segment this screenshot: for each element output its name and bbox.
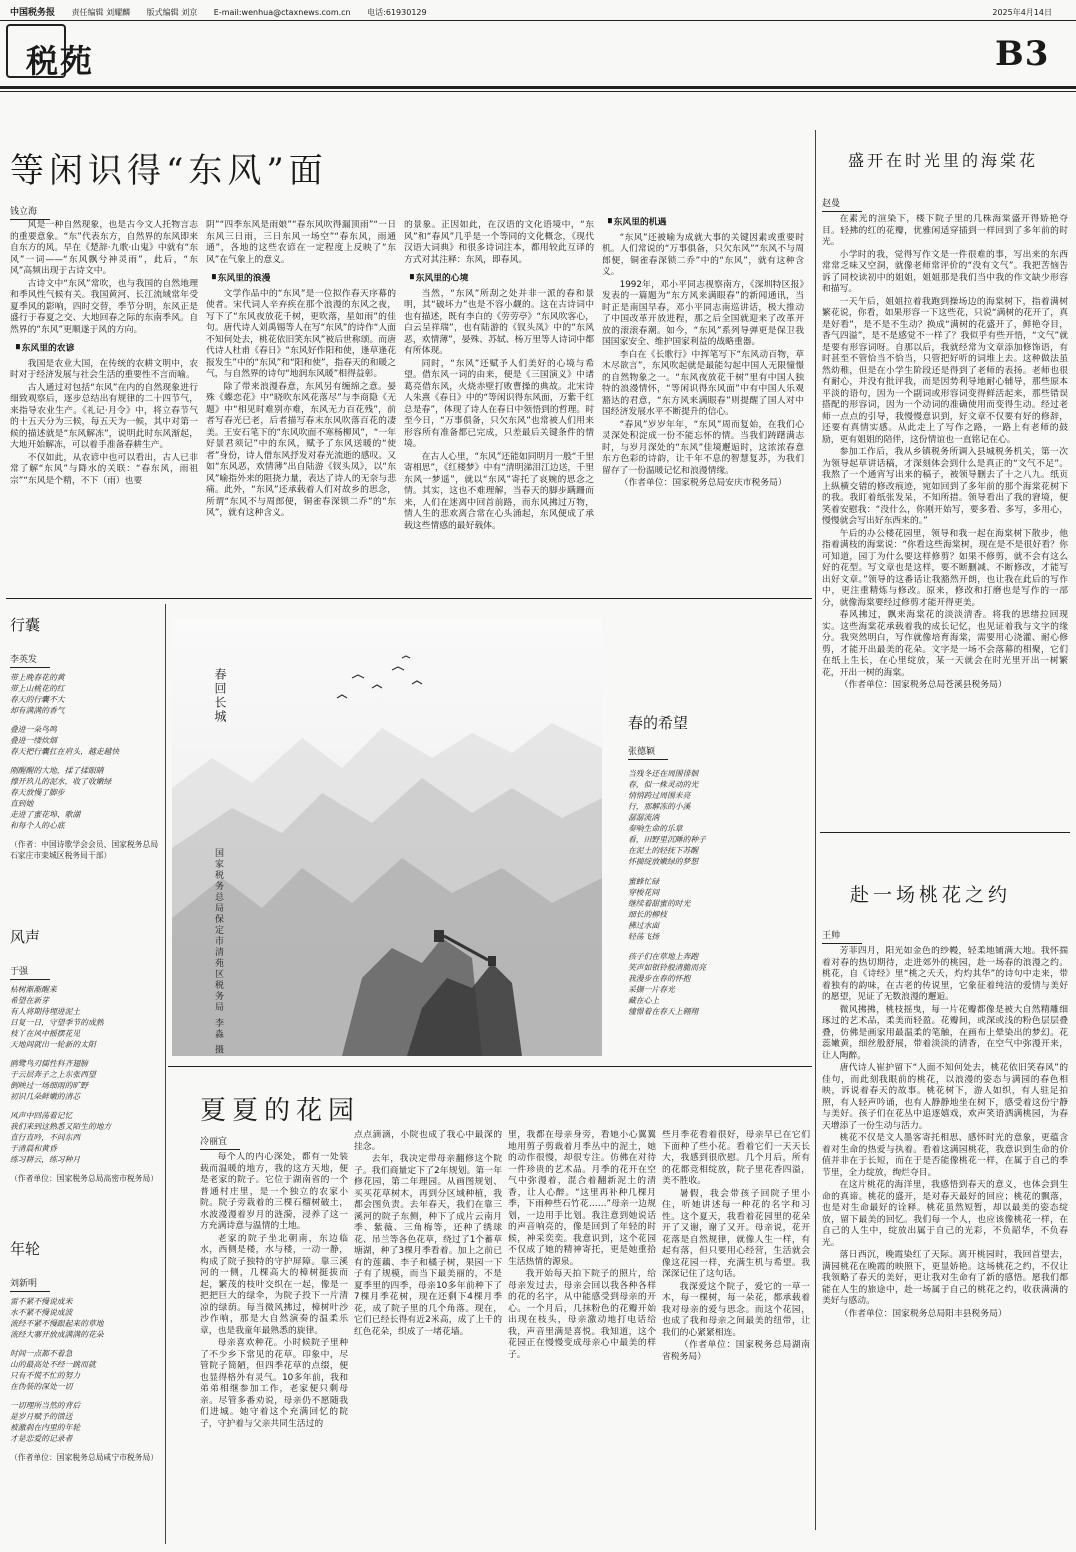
paragraph: 母亲喜欢种花。小时候院子里种了不少乡下常见的花草。印象中，尽管院子简陋，但四季花草的点缀，便也显得格外有灵气。10多年前，我和弟弟相继参加工作，老家便只剩母亲。尽管多番劝说，母亲仍不愿随我们进城。她守着这个充满回忆的院子，守护着与父亲共同生活过的 [200, 1338, 348, 1429]
layout-editor-credit: 版式编辑 刘京 [146, 8, 198, 17]
poem-line: 在泥土的轻抚下苏醒 [628, 846, 699, 855]
huayuan-column-1 [200, 1152, 348, 1544]
stanza-break [10, 1165, 160, 1173]
poem-affiliation: （作者：中国诗歌学会会员、国家税务总局石家庄市栾城区税务局干部） [10, 840, 159, 860]
paragraph: 芳菲四月，阳光如金色的纱幔，轻柔地铺满大地。我怀揣着对春的热切期待，走进郊外的桃园，赴一场春的浪漫之约。桃花，自《诗经》里“桃之夭夭，灼灼其华”的诗句中走来，带着独有的韵味，在古老的传说里，它象征着纯洁的爱情与美好的愿望，见证了无数浪漫的邂逅。 [822, 946, 1068, 1002]
poem-line: 鸥鹭鸟刃儒性科齐翅膀 [10, 1059, 88, 1068]
poem-line: 走进了蜜花埠、歌湖 [10, 810, 81, 819]
paragraph: “春风”岁岁年年，“东风”周而复始，在我们心灵深处积淀成一份不能忘怀的情。当我们踌躇满志时，与岁月深处的“东风”佳境邂逅时，这浓浓春意东方色彩的诗韵，让千年不息的智慧复苏，为我们留存了一份温暖记忆和浪漫情缘。 [602, 419, 804, 476]
main-article-author: 钱立海 [10, 204, 50, 220]
poem-line: 看，田野里沉睡的种子 [628, 835, 706, 844]
phone-contact: 电话:61930129 [367, 8, 427, 17]
poem-line: 当残冬还在周围徘徊 [628, 769, 699, 778]
paragraph: 点点滴滴，小院也成了我心中最深的挂念。 [354, 1130, 502, 1152]
poem-line: 继续着甜蜜的时光 [628, 899, 691, 908]
stanza-break [10, 1102, 160, 1110]
poem-line: 天地间就出一轮新的太阳 [10, 1040, 96, 1049]
poem-line: 叠进一缕炊烟 [10, 736, 57, 745]
poem-affiliation: （作者单位：国家税务总局高密市税务局） [10, 1174, 159, 1183]
poem-line: 于云层奔子之上东张西望 [10, 1070, 96, 1079]
paper-name: 中国税务报 [10, 8, 56, 18]
stanza-break [10, 1340, 160, 1348]
poem-line: 怀揣绽放嫩绿的梦想 [628, 857, 699, 866]
issue-date: 2025年4月14日 [992, 8, 1052, 17]
poem-line: 却有满满的香气 [10, 706, 65, 715]
poem-fengsheng-body [10, 984, 160, 1234]
huayuan-column-4 [662, 1130, 810, 1544]
paragraph: 李白在《长歌行》中挥笔写下“东风动百物，草木尽欲言”，东风吹起就是最能勾起中国人无限憧憬的自然物象之一。“东风夜放花千树”里有中国人独特的浪漫情怀，“等闲识得东风面”中有中国人乐观豁达的君意，“东方风来满眼春”则提醒了国人对中国经济发展水平不断提升的信心。 [602, 349, 804, 418]
haitang-article-body [822, 214, 1068, 824]
paragraph: 除了带来浪漫春意，东风另有缠绵之意。晏殊《蝶恋花》中“晓吹东风花落尽”与李商隐《无题》中“相见时难别亦难，东风无力百花残”，前者写春光已老，后者描写春末东风吹落百花的凄美。王安石笔下的“东风吹面不寒杨柳风”，“一年好景君须记”中的东风，赋予了东风送暖的“使者”身份，诗人借东风抒发对春光流逝的感叹。又如“东风恶，欢情薄”出自陆游《钗头凤》，以“东风”喻指外来的阻挠力量，表达了诗人的无奈与悲痛。此外，“东风”还承载着人们对故乡的思念，所谓“东风不与周郎便，铜雀春深锁二乔”的“东风”，就有这种含义。 [206, 381, 396, 519]
poem-chun-title: 春的希望 [628, 714, 689, 732]
editor-credit: 责任编辑 刘耀麟 [71, 8, 131, 17]
poem-nianlun-body [10, 1296, 160, 1546]
poem-line: 带上山桃花的红 [10, 684, 65, 693]
poem-fengsheng-author: 于强 [10, 964, 50, 980]
poem-line: 我们来到这熟悉又陌生的地方 [10, 1122, 112, 1131]
paragraph: 参加工作后，我从乡镇税务所调入县城税务机关，第一次为领导起草讲话稿，才深刻体会到什么是真正的“文气不足”。我熬了一个通宵写出来的稿子，被领导删去了十之八九。纸页上纵横交错的修改痕迹，宛如回到了多年前的那个海棠花树下的我。我盯着纸张发呆，不知所措。领导看出了我的窘境，便笑着安慰我：“没什么，你刚开始写，要多看、多写，多用心，慢慢就会写出好东西来的。” [822, 447, 1068, 526]
poem-line: 春天把行囊扛在肩头，越走越快 [10, 747, 120, 756]
stanza-break [10, 1392, 160, 1400]
paragraph: 1992年，邓小平同志视察南方，《深圳特区报》发表的一篇题为“东方风来满眼春”的新闻通讯，当时正是南国早春，邓小平同志南巡讲话，极大推动了中国改革开放进程，那之后全国就迎来了改革开放的滚滚春潮。如今，“东风”系列导弹更是保卫我国国家安全、维护国家利益的战略重器。 [602, 279, 804, 348]
poem-line: 一切理所当然的背后 [10, 1401, 81, 1410]
poem-line: 悄悄跨过周围未亮 [628, 791, 691, 800]
poem-line: 藏在心上 [628, 996, 660, 1005]
main-article-title: 等闲识得“东风”面 [10, 151, 328, 191]
poem-line: 风声中回荡着记忆 [10, 1111, 73, 1120]
paragraph: 小学时的我，觉得写作文是一件很难的事，写出来的东西常常乏味又空洞，就像老师常评价的“没有文气”。我把苦恼告诉了同校读初中的姐姐，姐姐那是我们当中我的作文缺少形容和描写。 [822, 249, 1068, 294]
art-bottom-rule [168, 1066, 812, 1067]
paragraph: 同时，“东风”还赋予人们美好的心境与希望。借东风一词的由来，便是《三国演义》中诸葛亮借东风，火烧赤壁打败曹操的典故。北宋诗人朱熹《春日》中的“等闲识得东风面，万紫千红总是春”，体现了诗人在春日中领悟到的哲理。时至今日，“万事俱备，只欠东风”也常被人们用来形容所有准备都已完成，只差最后关键条件的情境。 [404, 358, 594, 450]
section-title: 税苑 [26, 42, 95, 80]
poem-line: 笑声如银铃般清脆而亮 [628, 963, 706, 972]
paragraph: 我开始每天拍下院子的照片，给母亲发过去，母亲会回以我各种各样的花的名字，从中能感受到母亲的开心。一个月后，几抹粉色的花瓣开始出现在枝头，母亲激动地打电话给我，声音里满是喜悦。我知道，这个花园正在慢慢变成母亲心中最美的样子。 [508, 1269, 656, 1360]
taohua-article-author: 王帅 [822, 928, 862, 944]
paragraph: 古诗文中“东风”常吹，也与我国的自然地理和季风性气候有关。我国黄河、长江流域常年受夏季风的影响，四时交替，季节分明，东风正是盛行于春夏之交、大地回春之际的东南季风。自然界的“东风”更顺遂于风的方向。 [10, 278, 198, 335]
poem-line: 和每个人的心底 [10, 821, 65, 830]
paragraph: 唐代诗人崔护留下“人面不知何处去，桃花依旧笑春风”的佳句，而此刻我眼前的桃花，以浪漫的姿态与满园的春色相映，诉说着春天的故事。桃花树下，游人如织，有人驻足拍照，有人轻声吟诵，也有人静静地坐在树下，感受着这份宁静与美好。孩子们在花丛中追逐嬉戏，欢声笑语洒满桃园，为春天增添了一份生动与活力。 [822, 1063, 1068, 1131]
poem-line: 练习耕云，练习种月 [10, 1155, 81, 1164]
author-affiliation: （作者单位：国家税务总局安庆市税务局） [619, 478, 787, 489]
poem-line: 行，那解冻的小溪 [628, 802, 691, 811]
poem-line: 只有不慌不忙的努力 [10, 1371, 81, 1380]
paragraph: 桃花不仅是文人墨客寄托相思、感怀时光的意象，更蕴含着对生命的热爱与执着。看着这满园桃花，我意识到生命的价值并非在于长短，而在于是否能像桃花一样，在属于自己的季节里，全力绽放，绚烂夺目。 [822, 1133, 1068, 1178]
poem-line: 细长的柳枝 [628, 910, 667, 919]
poem-line: 流经不紧不慢跟起来的草地 [10, 1319, 104, 1328]
main-article-column-3 [404, 220, 594, 585]
poem-chun-body [628, 768, 813, 1048]
subheading: ▇ 东风里的浪漫 [212, 272, 396, 285]
poem-line: 于清晨和黄昏 [10, 1144, 57, 1153]
paragraph: 微风拂拂，桃枝摇曳，每一片花瓣都像是被大自然精雕细琢过的艺术品，柔美而轻盈。花瓣间，或深或浅的粉色层层叠叠，仿佛是画家用最温柔的笔触，在画布上晕染出的梦幻。花蕊嫩黄，细丝般舒展，带着淡淡的清香，在空气中弥漫开来，让人陶醉。 [822, 1004, 1068, 1061]
poem-line: 才是恋爱的记录者 [10, 1434, 73, 1443]
stanza-break [10, 831, 160, 839]
poem-line: 流经大寨开放成满满的花朵 [10, 1330, 104, 1339]
poem-line: 春天放慢了脚步 [10, 788, 65, 797]
author-affiliation: （作者单位：国家税务总局湖南省税务局） [662, 1340, 810, 1362]
author-affiliation: （作者单位：国家税务总局阳丰县税务局） [839, 1308, 1007, 1319]
paragraph: 暑假，我会带孩子回院子里小住，听她讲述每一种花的名字和习性。这个夏天，我看着花园里的花朵开了又谢，谢了又开。母亲说，花开花落是自然规律，就像人生一样，有起有落，但只要用心经营，生活就会像这花园一样，充满生机与希望。我深深记住了这句话。 [662, 1188, 810, 1279]
taohua-article-body [822, 946, 1068, 1546]
section-masthead [6, 24, 95, 80]
poem-line: 轻荡飞扬 [628, 932, 660, 941]
email-contact[interactable]: E-mail:wenhua@ctaxnews.com.cn [213, 8, 351, 17]
poem-nianlun-title: 年轮 [10, 1240, 41, 1258]
subheading: ▇ 东风里的心境 [410, 272, 594, 285]
poem-line: 山的最高处不经一跳而就 [10, 1360, 96, 1369]
paragraph: 里，我都在母亲身旁，看她小心翼翼地用剪子剪裁着月季丛中的泥土，她的动作很慢，却很专注。仿佛在对待一件珍贵的艺术品。月季的花开在空气中弥漫着，混合着翻新泥土的清香，让人心醉。“这里再补种几棵月季，下雨种些石竹花……”母亲一边规划，一边用手比划。我注意到她说话的声音响亮的，像是回到了年轻的时候，神采奕奕。我意识到，这个花园不仅成了她的精神寄托，更是她重拾生活热情的源泉。 [508, 1130, 656, 1267]
subheading: ▇ 东风里的农谚 [16, 342, 198, 355]
poem-line: 时间一点都不着急 [10, 1349, 73, 1358]
page-number: B3 [995, 34, 1050, 74]
poem-line: 希望在新芽 [10, 996, 49, 1005]
huayuan-column-2 [354, 1130, 502, 1544]
main-article-column-4 [602, 210, 804, 585]
paragraph: 我深爱这个院子，爱它的一草一木，每一棵树，每一朵花，都承载着我对母亲的爱与思念。而这个花园，也成了我和母亲之间最美的纽带，让我们的心紧紧相连。 [662, 1281, 810, 1338]
photo-credit: 国家税务总局保定市清苑区税务局 李淼 摄 [213, 848, 223, 1056]
subheading: ▇ 东风里的机遇 [608, 216, 804, 229]
poem-line: 枝丫在风中摇摆花见 [10, 1029, 81, 1038]
paragraph: 文学作品中的“东风”是一位拟作春天序幕的使者。宋代词人辛弃疾在那个浪漫的东风之夜，写下了“东风夜放花千树，更吹落，星如雨”的佳句。唐代诗人刘禹锡等人在写“东风”的诗作“人面不知何处去，桃花依旧笑东风”被后世称颂。而唐代诗人杜甫《春日》“东风好作阳和使，逢草逢花报发生”中的“东风”和“阳和使”，指春天的和暖之气，与自然界的诗句“地润东风暖”相得益彰。 [206, 288, 396, 380]
huayuan-article-author: 冷丽宜 [200, 1134, 240, 1150]
poem-xingnang-author: 李英发 [10, 652, 50, 668]
paragraph: 风是一种自然现象，也是古今文人托物言志的重要意象。“东”代表东方，自然界的东风即来自东方的风。早在《楚辞·九歌·山鬼》中就有“东风”一词——“东风飘兮神灵雨”，此后，“东风”高频出现于古诗文中。 [10, 220, 198, 276]
poem-line: 穿梭花间 [628, 888, 660, 897]
stanza-break [10, 1444, 160, 1452]
stanza-break [10, 1050, 160, 1058]
poem-line: 采撷一片春光 [628, 985, 675, 994]
photo-great-wall-spring [172, 618, 602, 1056]
poem-line: 在伪装的深处一切 [10, 1382, 73, 1391]
paragraph: 每个人的内心深处，都有一处装载而温暖的地方，我的这方天地，便是老家的院子。它位于湖南省的一个普通村庄里，是一个独立的农家小院。院子旁栽着的三棵石榴树破土，水波漫漫着岁月的涟漪，浸养了这一方充满诗意与温情的土地。 [200, 1152, 348, 1231]
paragraph: 不仅如此，从农谚中也可以看出，古人已非常了解“东风”与降水的关联：“春东风，雨祖宗”“东风是个精，不下（雨）也要 [10, 452, 198, 486]
poem-affiliation: （作者单位：国家税务总局咸宁市税务局） [10, 1453, 159, 1462]
stanza-break [10, 716, 160, 724]
masthead-rule-thin [0, 91, 1076, 92]
stanza-break [628, 1017, 813, 1026]
huayuan-article-title: 夏夏的花园 [200, 1096, 361, 1126]
poem-chun-author: 张德颖 [628, 744, 668, 760]
poem-line: 我漫步在春的怀抱 [628, 974, 691, 983]
masthead-rule [0, 86, 1076, 89]
paragraph: “东风”还被喻为成就大事的关键因素或重要时机。人们常说的“万事俱备，只欠东风”“东风不与周郎便，铜雀春深锁二乔”中的“东风”，就有这种含义。 [602, 232, 804, 278]
poem-line: 春天的行囊不大 [10, 695, 65, 704]
poem-xingnang-body [10, 672, 160, 922]
poem-line: 撑开玖儿的泥水，收了收嫩绿 [10, 777, 112, 786]
poem-line: 日复一日，守望季节的成熟 [10, 1018, 104, 1027]
poem-line: 潺潺流淌 [628, 813, 660, 822]
paragraph: 落日西沉，晚霞染红了天际。离开桃园时，我回首望去，满园桃花在晚霞的映照下，更显娇艳。这场桃花之约，不仅让我领略了春天的美好，更让我对生命有了新的感悟。愿我们都能在人生的旅途中，赴一场属于自己的桃花之约，收获满满的美好与感动。 [822, 1250, 1068, 1306]
paragraph: 老家的院子坐北朝南，东边临水，西侧是楼，水与楼，一动一静，构成了院子独特的守护屏障。靠三溪河的一侧，几棵高大的樟树挺拔而起，繁茂的枝叶交织在一起，像是一把把巨大的绿伞，为院子投下一片清凉的绿荫。每当微风拂过，樟树叶沙沙作响，那是大自然演奏的温柔乐章，也是我童年最熟悉的旋律。 [200, 1233, 348, 1336]
poem-line: 蜜蜂忙碌 [628, 877, 660, 886]
paragraph: 一天午后，姐姐拉着我跑到操场边的海棠树下，指着满树繁花说，你看，如果形容一下这些花，只说“满树的花开了，真是好看”，是不是不生动？换成“满树的花盛开了，鲜艳夺目，香气四溢”，是不是感觉不一样了？我似乎有些开悟，“文气”就是要有形容词呀。自那以后，我就经常为文章添加修饰语，有时甚至不管恰当不恰当，只管把好听的词堆上去。这种做法虽然幼稚，但是在小学生阶段还是得到了老师的表扬。老师也很有耐心，并没有批评我，而是因势利导地耐心辅导，那些原本平淡的语句，因为一个副词或形容词变得鲜活起来，那些错误搭配的形容词，因为一个动词的准确使用而变得生动。经过老师一点点的引导，我慢慢意识到，好文章不仅要有好的修辞，还要有真情实感。从此走上了写作之路，一路上有老师的鼓励，更有姐姐的陪伴，这份情谊也一直铭记在心。 [822, 296, 1068, 445]
poem-line: 奏响生命的乐章 [628, 824, 683, 833]
poem-line: 叠进一朵鸟鸣 [10, 725, 57, 734]
paragraph: 在古人心里，“东风”还能如同明月一般“千里寄相思”，《红楼梦》中有“清明涕泪江边送，千里东风一梦遥”，就以“东风”寄托了哀婉的思念之情。其实，这也不难理解，当春天的脚步蹒跚而来，人们在迷离中回首前路，而东风拂过万物，情人生的悲欢离合常在心头涌起，东风便成了承载这些情感的最好载体。 [404, 451, 594, 531]
photo-title: 春回长城 [213, 668, 227, 724]
paragraph: 阴”“四季东风是雨娘”“春东风吹得漏顶雨”“一日东风三日雨，三日东风一场空”“春东风，雨通通”，各地的这些农谚在一定程度上反映了“东风”在气象上的意义。 [206, 220, 396, 265]
taohua-article-title: 赴一场桃花之约 [850, 884, 1012, 906]
page-header [10, 6, 1066, 20]
poem-line: 刚醒醒的大地，揉了揉眼睛 [10, 766, 104, 775]
huayuan-column-3 [508, 1130, 656, 1544]
poem-line: 是岁月赋予的馈送 [10, 1412, 73, 1421]
main-article-column-2 [206, 220, 396, 585]
main-article-column-1 [10, 220, 198, 585]
paragraph: 午后的办公楼花园里，领导和我一起在海棠树下散步，他指着满枝的海棠说：“你看这些海棠树，现在是不是很好看？你可知道，园丁为什么要这样修剪？如果不修剪，就不会有这么好的花型。写文章也是这样，要不断删减、不断修改，才能写出好文章。”领导的这番话让我豁然开朗，也让我在此后的写作中，更注重精炼与修改。原来，修改和打磨也是写作的一部分，就像海棠要经过修剪才能开得更美。 [822, 528, 1068, 608]
poem-line: 直行直吟，不问东西 [10, 1133, 81, 1142]
poem-nianlun-author: 刘新明 [10, 1276, 50, 1292]
paragraph: 些月季花看着很好，母亲早已在它们下面种了些小花。看着它们一天天长大，我感到很欣慰。几个月后，所有的花都竞相绽放，院子里花香四溢，美不胜收。 [662, 1130, 810, 1186]
poem-line: 春，似一株灵动的光 [628, 780, 699, 789]
poem-fengsheng-title: 风声 [10, 928, 41, 946]
poem-line: 倒映过一场细雨的旷野 [10, 1081, 88, 1090]
paragraph: 去年，我决定带母亲翻修这个院子。我们商量定下了2年规划。第一年修花园，第二年理园。从画图规划、买买花草树木，再到分区域种植，我都会图负责。去年春天，我们在靠三溪河的院子东侧，种下了成片云南月季、紫薇、三角梅等，还种了绣球花、吊兰等各色花草，绕过了1个蓄草塘湖，种了3棵月季看着。加上之前已有的莲藕、李子和橘子树，果园一下子有了规模，而当下最美丽的，不是夏季里的四季，母亲10多年前种下了7棵月季花树，现在还剩下4棵月季花，成了院子里的几个角落。现在，它们已经长得有近2米高，成了上千的红色花朵，织成了一堵花墙。 [354, 1154, 502, 1337]
poem-line: 有人将期待埋进泥土 [10, 1007, 81, 1016]
author-affiliation: （作者单位：国家税务总局苍溪县税务局） [839, 680, 1007, 690]
poem-column-divider [165, 604, 166, 1544]
haitang-article-title: 盛开在时光里的海棠花 [848, 151, 1039, 170]
header-rule [0, 20, 1076, 21]
poem-line: 孩子们在草地上奔跑 [628, 952, 699, 961]
poem-line: 水不紧不慢说成波 [10, 1308, 73, 1317]
landscape-artwork [172, 618, 602, 1056]
haitang-article-author: 赵曼 [822, 196, 862, 212]
poem-line: 带上晚春花的黄 [10, 673, 65, 682]
poem-line: 初识几朵鲜嫩的清芯 [10, 1092, 81, 1101]
paragraph: 当然，“东风”所刮之处并非一派的春和景明，其“破坏力”也是不容小觑的。这在古诗词中也有描述，既有李白的《劳劳亭》“东风吹客心，白云呈祥瑞”，也有陆游的《钗头凤》中的“东风恶，欢情薄”，晏殊、苏轼、杨万里等人诗词中都有所体现。 [404, 288, 594, 357]
poem-line: 憧憬着在春天上翱翔 [628, 1007, 699, 1016]
right-column-divider [815, 130, 816, 1530]
paragraph: 的景象。正因如此，在汉语的文化语境中，“东风”和“春风”几乎是一个等同的文化概念，《现代汉语大词典》和很多诗词注本，都用较此互译的方式对其注释：东风，即春风。 [404, 220, 594, 265]
paragraph: 在这片桃花的海洋里，我感悟到春天的意义，也体会到生命的真谛。桃花的盛开，是对春天最好的回应；桃花的飘落，也是对生命最好的诠释。桃花虽然短暂，却以最美的姿态绽放，留下最美的回忆。我们每一个人，也应该像桃花一样，在自己的人生中，绽放出属于自己的光彩，不负韶华，不负春光。 [822, 1180, 1068, 1248]
paragraph: 春风拂过，飘来海棠花的淡淡清香。将我的思绪拉回现实。这些海棠花承载着我的成长记忆，也见证着我与文字的缘分。我突然明白，写作就像培育海棠，需要用心浇灌、耐心修剪，才能开出最美的花朵。文字是一场不会落幕的相聚，它们在纸上生长，在心里绽放，某一天就会在时光里开出一树繁花，开出一树的海棠。 [822, 610, 1068, 678]
paragraph: 在素光的渲染下，楼下院子里的几株海棠盛开得娇艳夺目。轻拂的红的花瓣，优雅闲适穿插到一样回到了多年前的时光。 [822, 214, 1068, 247]
stanza-break [628, 867, 813, 876]
poem-line: 直到她 [10, 799, 34, 808]
poem-line: 拂过水面 [628, 921, 660, 930]
paragraph: 我国是农业大国，在传统的农耕文明中，农时对于经济发展与社会生活的重要性不言而喻。 [10, 358, 198, 381]
stanza-break [628, 942, 813, 951]
stanza-break [10, 757, 160, 765]
poem-line: 被激刹在内里的年轮 [10, 1423, 81, 1432]
right-article-separator [820, 832, 1070, 833]
poem-xingnang-title: 行囊 [10, 616, 41, 634]
paragraph: 古人通过对包括“东风”在内的自然现象进行细致观察后，逐步总结出有规律的二十四节气，来指导农业生产。《礼记·月令》中，将立春节气的十五天分为三候，每五天为一候，其中对第一候的描述就是“东风解冻”，说明此时东风渐起，大地开始解冻，可以着手准备春耕生产。 [10, 382, 198, 451]
poem-line: 枯树渐渐醒来 [10, 985, 57, 994]
poem-line: 雷不紧不慢说成米 [10, 1297, 73, 1306]
main-article-bottom-rule [6, 598, 812, 599]
